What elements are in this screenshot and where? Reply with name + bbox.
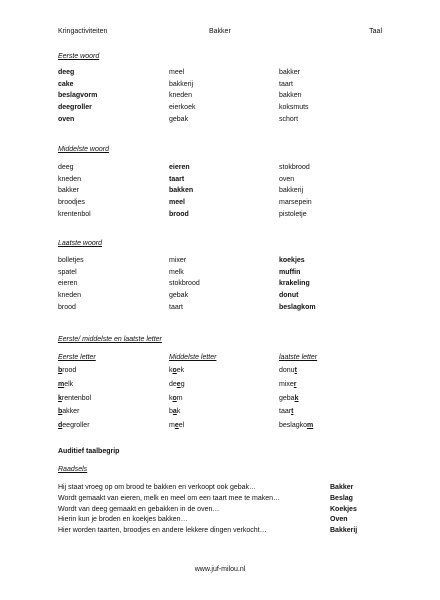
word-cell: stokbrood	[279, 164, 310, 171]
highlighted-letter: k	[294, 394, 299, 402]
highlighted-letter: t	[294, 367, 297, 374]
word-cell: donut	[279, 292, 299, 300]
highlighted-letter: m	[307, 422, 314, 430]
word-cell: taart	[169, 303, 184, 311]
letter-word	[169, 367, 184, 374]
word-cell: deegroller	[58, 104, 92, 112]
highlighted-letter: e	[174, 422, 179, 430]
letter-word	[169, 395, 183, 402]
word-cell: brood	[169, 210, 189, 218]
word-cell: melk	[169, 268, 184, 276]
word-cell: taart	[169, 175, 185, 183]
col-head-middle-letter: Middelste letter	[169, 354, 217, 361]
word-part: m	[169, 422, 175, 430]
highlighted-letter: t	[291, 408, 294, 416]
word-cell: taart	[279, 80, 294, 88]
word-cell: broodjes	[58, 199, 85, 207]
riddle-question: Hierin kun je broden en koekjes bakken…	[58, 516, 188, 524]
letter-word	[58, 367, 76, 374]
word-cell: pistoletje	[279, 210, 307, 218]
riddle-question: Wordt van deeg gemaakt en gebakken in de oven…	[58, 505, 220, 513]
word-part: taar	[279, 408, 292, 416]
highlighted-letter: a	[172, 408, 177, 416]
letter-word	[279, 367, 297, 374]
word-cell: koksmuts	[279, 104, 309, 112]
word-part: de	[169, 380, 177, 388]
riddle-question: Wordt gemaakt van eieren, melk en meel om een taart mee te maken…	[58, 494, 281, 502]
highlighted-letter: o	[172, 367, 177, 374]
col-head-last-letter: laatste letter	[279, 354, 318, 361]
riddle-row	[58, 495, 388, 506]
word-cell: stokbrood	[169, 280, 200, 288]
riddle-row	[58, 484, 388, 495]
word-part: donu	[279, 367, 295, 374]
word-cell: deeg	[58, 69, 75, 76]
word-part: k	[169, 367, 173, 374]
letter-word	[279, 408, 293, 415]
word-cell: beslagvorm	[58, 92, 98, 100]
letter-word	[58, 422, 90, 429]
word-cell: eieren	[169, 164, 190, 171]
word-cell: marsepein	[279, 199, 312, 207]
word-row	[58, 280, 388, 292]
word-row	[58, 104, 388, 116]
word-row	[58, 164, 388, 176]
highlighted-letter: k	[58, 394, 62, 402]
highlighted-letter: r	[293, 380, 297, 388]
word-part: rood	[62, 367, 77, 374]
word-part: ek	[176, 367, 185, 374]
footer-website: www.juf-milou.nl	[194, 566, 246, 573]
word-cell: bolletjes	[58, 257, 84, 264]
letter-row	[58, 408, 388, 422]
word-part: geba	[279, 394, 295, 402]
word-cell: gebak	[169, 115, 189, 123]
letter-row	[58, 367, 388, 381]
word-cell: beslagkom	[279, 303, 316, 311]
riddle-answer: Bakkerij	[330, 527, 358, 535]
word-grid-last	[58, 257, 388, 315]
header-topic: Bakker	[209, 28, 231, 35]
letter-row	[58, 422, 388, 436]
riddle-answer: Beslag	[330, 494, 353, 502]
word-part: akker	[62, 408, 80, 416]
riddle-answer: Koekjes	[330, 505, 357, 513]
word-row	[58, 292, 388, 304]
section-title-letters: Eerste/ middelste en laatste letter	[58, 336, 162, 343]
col-head-first-letter: Eerste letter	[58, 354, 96, 361]
word-row	[58, 81, 388, 93]
riddles-subtitle: Raadsels	[58, 466, 88, 473]
word-part: mixe	[279, 380, 294, 388]
letter-word	[279, 381, 297, 388]
highlighted-letter: b	[58, 367, 63, 374]
word-row	[58, 199, 388, 211]
word-cell: bakker	[279, 69, 301, 76]
word-part: k	[176, 408, 181, 416]
letter-word	[169, 408, 180, 415]
word-cell: gebak	[169, 292, 189, 300]
word-part: g	[180, 380, 185, 388]
header-subject: Kringactiviteiten	[58, 28, 108, 35]
riddle-answer: Bakker	[330, 484, 354, 491]
word-cell: koekjes	[279, 257, 305, 264]
letter-word	[279, 395, 298, 402]
word-cell: krakeling	[279, 280, 310, 288]
word-cell: eieren	[58, 280, 78, 288]
word-cell: eierkoek	[169, 104, 196, 112]
word-cell: bakkerij	[169, 80, 194, 88]
header-category: Taal	[369, 28, 382, 35]
riddle-answer: Oven	[330, 516, 348, 524]
word-cell: oven	[58, 115, 75, 123]
word-cell: kneden	[169, 92, 192, 100]
letter-word	[279, 422, 313, 429]
highlighted-letter: e	[176, 380, 181, 388]
highlighted-letter: m	[58, 380, 65, 388]
word-row	[58, 211, 388, 223]
letter-word	[58, 381, 73, 388]
letter-row	[58, 381, 388, 395]
riddle-question: Hier worden taarten, broodjes en andere lekkere dingen verkocht…	[58, 527, 267, 535]
word-part: el	[178, 422, 185, 430]
word-cell: spatel	[58, 268, 77, 276]
word-cell: bakker	[58, 187, 80, 195]
riddle-row	[58, 506, 388, 517]
word-part: m	[176, 394, 183, 402]
word-row	[58, 92, 388, 104]
word-cell: bakken	[279, 92, 302, 100]
riddle-row	[58, 527, 388, 538]
section-title-listening: Auditief taalbegrip	[58, 448, 120, 455]
word-cell: brood	[58, 303, 76, 311]
word-cell: mixer	[169, 257, 187, 264]
letter-grid	[58, 367, 388, 436]
highlighted-letter: b	[58, 408, 63, 416]
word-cell: cake	[58, 80, 74, 88]
highlighted-letter: o	[172, 394, 177, 402]
word-row	[58, 116, 388, 128]
word-cell: meel	[169, 69, 185, 76]
word-cell: bakken	[169, 187, 194, 195]
word-cell: krentenbol	[58, 210, 91, 218]
letter-row	[58, 395, 388, 409]
section-title-last-word: Laatste woord	[58, 240, 102, 247]
word-grid-middle	[58, 164, 388, 222]
word-part: k	[169, 394, 173, 402]
word-cell: oven	[279, 175, 295, 183]
letter-word	[169, 381, 185, 388]
word-part: beslagko	[279, 422, 308, 430]
section-title-first-word: Eerste woord	[58, 53, 100, 60]
word-row	[58, 304, 388, 316]
word-part: b	[169, 408, 173, 416]
word-cell: kneden	[58, 175, 81, 183]
word-row	[58, 176, 388, 188]
word-cell: muffin	[279, 268, 301, 276]
word-cell: bakkerij	[279, 187, 304, 195]
word-cell: schort	[279, 115, 299, 123]
word-row	[58, 269, 388, 281]
letter-word	[169, 422, 184, 429]
word-cell: deeg	[58, 164, 74, 171]
riddle-list	[58, 484, 388, 538]
letter-word	[58, 408, 79, 415]
section-title-middle-word: Middelste woord	[58, 146, 109, 153]
word-part: rentenbol	[61, 394, 92, 402]
word-cell: kneden	[58, 292, 81, 300]
riddle-row	[58, 516, 388, 527]
word-row	[58, 69, 388, 81]
highlighted-letter: d	[58, 422, 63, 430]
word-cell: meel	[169, 199, 185, 207]
word-part: eegroller	[62, 422, 90, 430]
word-grid-first	[58, 69, 388, 127]
letter-word	[58, 395, 91, 402]
page-header	[58, 28, 382, 38]
word-part: elk	[64, 380, 74, 388]
riddle-question: Hij staat vroeg op om brood te bakken en verkoopt ook gebak…	[58, 484, 257, 491]
word-row	[58, 187, 388, 199]
word-row	[58, 257, 388, 269]
